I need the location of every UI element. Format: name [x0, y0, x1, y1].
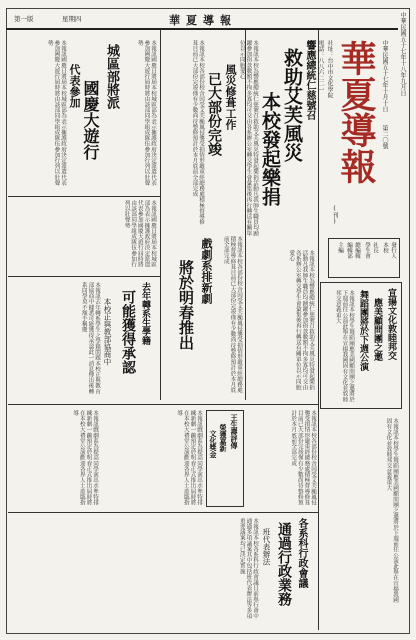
publisher-label-1: 社長 — [372, 242, 378, 253]
award-title-line2: 文化獎金 — [209, 430, 218, 458]
drama-title-line1: 將於明春推出 — [177, 260, 195, 350]
main-body-top: 本報訊本校為響應總統仁慈號召救助艾芙風災特發起樂捐活動凡我師生職員均踴躍參加捐款數額不拘多寡均可交由各系辦公室轉交學生會彙集後再行轉送有關單位以示同胞愛心 — [238, 40, 258, 236]
divider-h-lower — [8, 404, 318, 405]
logo-issue: 第二〇號 — [381, 125, 388, 149]
publisher-name-2: 編輯部 — [346, 242, 352, 259]
celebrate-body-2: 本報訊國慶日將屆本校城區部為表示擁護政府決定派遣代表參加國慶大遊行屆時將由該部同學組成隊伍參加行列以壯聲勢 — [136, 40, 156, 186]
award-kicker: 王生壽評傳 — [230, 414, 239, 449]
publisher-label-0: 發行人 — [390, 242, 396, 259]
celebrate-title-line1: 城區部將派 — [104, 44, 119, 109]
publisher-label-2: 總編輯 — [354, 242, 360, 259]
lower-body-left: 本報訊戲劇系為提高同學演出水準特排練新劇一齣預定於明春正式推出屆時將在本校大禮堂公演歡迎各界人士蒞臨指導 — [72, 410, 98, 506]
repair-body: 本報訊本校各部份校舍因受艾芙颱風侵襲受損情形嚴重經總務處積極督導修葺目前已大部份完竣僅有少數尚待整修預計於本月底前全部完成 — [191, 40, 204, 225]
logo-date: 中華民國五十七年十月十日 — [381, 40, 388, 112]
council-title-line1: 通過行政業務 — [276, 522, 292, 606]
lower-body-mid: 本報訊戲劇系為提高同學演出水準特排練新劇一齣預定於明春正式推出屆時將在本校大禮堂公演歡迎各界人士蒞臨指導 — [176, 410, 202, 506]
publisher-name-1: 學生會 — [364, 242, 370, 259]
council-body: 本報訊本校各系科行政會議日前舉行會中通過多項議案其中包括班代表辦法等多項重要議案均已決定實施 — [238, 518, 258, 619]
divider-h-left2 — [8, 276, 160, 277]
body-col-right-lower: 本報訊本校學生舞蹈團應美國顧問團之邀將於下週前往公演此舉在宣揚我國固有文化並敦睦邦交意義重大 — [385, 418, 398, 603]
publisher-label-3: 主編 — [337, 242, 343, 253]
divider-right — [318, 30, 319, 630]
award-title-line1: 榮獲嘉新 — [219, 424, 228, 452]
publisher-address: 社址：台中市文化學院 — [326, 40, 332, 98]
divider-left — [160, 30, 161, 400]
council-title-line2: 班代表辦法 — [262, 528, 271, 566]
newstudent-kicker: 去年轉系生學籍 — [140, 282, 150, 345]
event-line1: 宣揚文化敦睦邦交 — [386, 288, 396, 360]
council-kicker: 各系科行政會議 — [296, 518, 307, 588]
event-line2: 應美顧問團之邀 — [372, 298, 382, 361]
newstudent-body: 本報訊去年轉系學生之學籍問題本校正與教育部協商中據悉可能獲得承認此一消息傳出後轉系同學莫不額手稱慶 — [80, 282, 100, 394]
divider-h-council — [8, 512, 318, 513]
main-title-line1: 救助艾芙風災 — [281, 48, 303, 162]
masthead-page-no: 第一版 — [14, 15, 34, 23]
publisher-name-0: 本校 — [382, 242, 388, 253]
repair-title-line2: 已大部份完竣 — [206, 72, 222, 156]
celebrate-title-line3: 國慶大遊行 — [81, 80, 100, 160]
event-line3: 舞蹈團將於下週公演 — [358, 290, 368, 371]
drama-kicker: 戲劇系排新劇 — [200, 238, 213, 304]
repair-title-line1: 風災修葺工作 — [224, 64, 237, 130]
newstudent-title-line1: 可能獲得承認 — [120, 290, 136, 374]
logo-title: 華夏導報 — [335, 40, 377, 184]
repair-body-2: 本報訊本校各部份校舍因受艾芙颱風侵襲受損情形嚴重經總務處積極督導修葺目前已大部份完竣僅有少數尚待整修預計於本月底前全部完成 — [222, 236, 242, 393]
main-body: 本報訊本校為響應總統仁慈號召救助艾芙風災特發起樂捐活動凡我師生職員均踴躍參加捐款數額不拘多寡均可交由各系辦公室轉交學生會彙集後再行轉送有關單位以示同胞愛心 — [288, 250, 314, 390]
masthead-weekday: 星期四 — [62, 15, 82, 23]
main-kicker: 響應總統仁慈號召 — [304, 40, 315, 120]
masthead-center-title: 華夏導報 — [169, 14, 237, 27]
publisher-phone: 電話：八八六二二一 — [317, 40, 323, 93]
celebrate-body: 本報訊國慶日將屆本校城區部為表示擁護政府決定派遣代表參加國慶大遊行屆時將由該部同學組成隊伍參加行列以壯聲勢 — [46, 40, 66, 186]
lower-body-right: 本報訊本校各部份校舍因受艾芙颱風侵襲受損情形嚴重經總務處積極督導修葺目前已大部份完竣僅有少數尚待整修預計於本月底前全部完成 — [290, 410, 316, 506]
newstudent-title-line2: 本校正與教部協商中 — [103, 298, 112, 366]
masthead-rule — [6, 28, 398, 30]
main-title-line2: 本校發起樂捐 — [259, 92, 281, 206]
divider-h-left1 — [8, 196, 160, 197]
left-body-lower: 本報訊國慶日將屆本校城區部為表示擁護政府決定派遣代表參加國慶大遊行屆時將由該部同學組成隊伍參加行列以壯聲勢 — [123, 200, 156, 268]
masthead-date: 中華民國五十七年十八年九月日 — [399, 12, 406, 96]
celebrate-title-line2: 代表參加 — [68, 64, 81, 108]
logo-sub: (刊) — [331, 205, 338, 225]
event-body: 本報訊本校學生舞蹈團應美國顧問團之邀將於下週前往公演此舉在宣揚我國固有文化並敦睦邦交意義重大 — [334, 290, 354, 402]
